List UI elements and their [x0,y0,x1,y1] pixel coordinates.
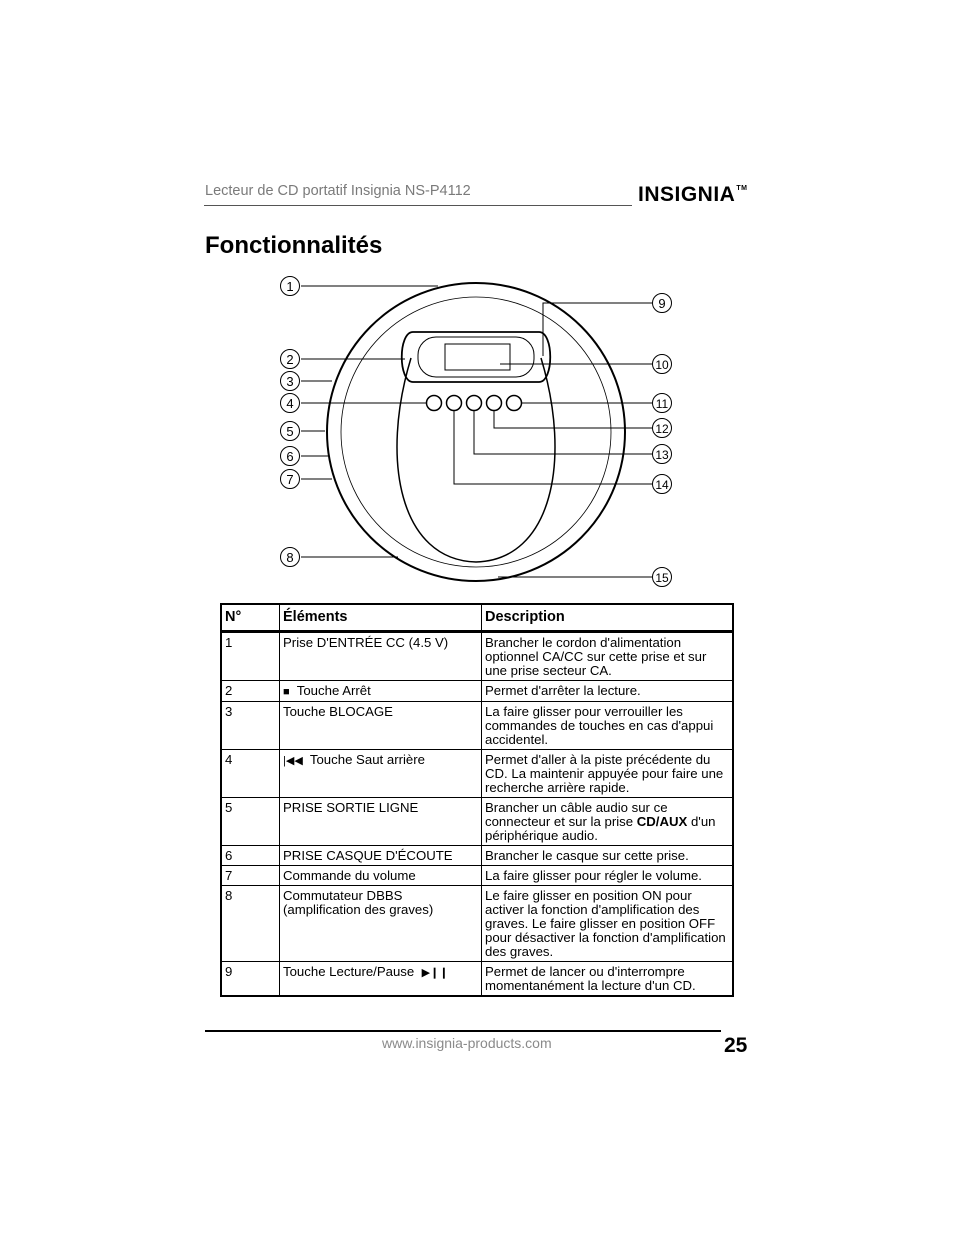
callout-3 [281,372,300,391]
row-element: Commutateur DBBS (amplification des graves) [280,886,482,962]
callout-5 [281,422,300,441]
callout-6 [281,447,300,466]
table-row [221,866,733,886]
table-header-row [221,604,733,632]
svg-text:10: 10 [655,358,669,372]
row-description: Brancher un câble audio sur ce connecteur et sur la prise [485,800,668,829]
stop-icon: ■ [283,686,290,698]
header-elements: Éléments [280,604,482,632]
svg-text:1: 1 [286,279,294,294]
row-number: 4 [221,750,280,798]
svg-text:14: 14 [655,478,669,492]
row-element: Prise D'ENTRÉE CC (4.5 V) [280,632,482,681]
row-description: Brancher le cordon d'alimentation optionnel CA/CC sur cette prise et sur une prise secteur CA. [482,632,734,681]
footer-url: www.insignia-products.com [382,1035,552,1051]
row-description: Permet d'arrêter la lecture. [482,681,734,702]
button-3 [467,396,482,411]
lcd-screen [445,344,510,370]
row-description: d'un périphérique audio. [485,814,716,843]
leader-9 [543,303,652,356]
table-row [221,632,733,681]
cd-player-diagram [270,270,690,600]
callout-7 [281,470,300,489]
row-description: Permet d'aller à la piste précédente du CD. La maintenir appuyée pour faire une recherche arrière rapide. [482,750,734,798]
button-1 [427,396,442,411]
row-number: 6 [221,846,280,866]
row-description: La faire glisser pour régler le volume. [482,866,734,886]
header-description: Description [482,604,734,632]
callout-14 [653,475,672,494]
row-description-bold: CD/AUX [636,814,688,829]
row-element: Touche Saut arrière [309,752,425,767]
row-number: 5 [221,798,280,846]
table-row [221,962,733,997]
callout-2 [281,350,300,369]
button-5 [507,396,522,411]
row-description: Le faire glisser en position ON pour activer la fonction d'amplification des graves. Le faire glisser en position OFF pour désactiver la fonction d'amplification des graves. [482,886,734,962]
table-row [221,702,733,750]
svg-text:5: 5 [286,424,294,439]
svg-text:12: 12 [655,422,669,436]
callout-1 [281,277,300,296]
row-element: Touche Lecture/Pause [283,964,415,979]
header-divider [204,205,632,206]
callout-10 [653,355,672,374]
callout-11 [653,394,672,413]
table-row [221,750,733,798]
player-body-outline [327,283,625,581]
callout-13 [653,445,672,464]
display-panel [402,332,551,382]
leader-12 [494,410,652,428]
table-row [221,681,733,702]
table-row [221,846,733,866]
row-description: Brancher le casque sur cette prise. [482,846,734,866]
header-number: N° [221,604,280,632]
row-element-cell [280,962,482,997]
row-element: Touche Arrêt [296,683,371,698]
button-4 [487,396,502,411]
button-2 [447,396,462,411]
row-number: 1 [221,632,280,681]
skip-back-icon: |◀◀ [283,755,303,767]
svg-text:13: 13 [655,448,669,462]
svg-text:15: 15 [655,571,669,585]
play-pause-icon: ▶❙❙ [421,967,449,979]
footer-divider [205,1030,721,1032]
row-element: Touche BLOCAGE [280,702,482,750]
lid-window [397,358,555,562]
row-description: La faire glisser pour verrouiller les commandes de touches en cas d'appui accidentel. [482,702,734,750]
row-number: 8 [221,886,280,962]
document-title: Lecteur de CD portatif Insignia NS-P4112 [205,183,471,199]
callout-4 [281,394,300,413]
row-element: PRISE CASQUE D'ÉCOUTE [280,846,482,866]
insignia-logo [638,183,747,207]
features-table [220,603,734,997]
svg-text:9: 9 [658,296,666,311]
row-element-cell [280,681,482,702]
callout-15 [653,568,672,587]
row-description-cell [482,798,734,846]
page-title: Fonctionnalités [205,232,383,259]
svg-text:6: 6 [286,449,294,464]
page-number: 25 [724,1034,748,1057]
svg-text:7: 7 [286,472,294,487]
svg-text:8: 8 [286,550,294,565]
row-number: 3 [221,702,280,750]
row-number: 2 [221,681,280,702]
logo-text: INSIGNIA [638,183,736,206]
svg-text:2: 2 [286,352,294,367]
callout-8 [281,548,300,567]
table-row [221,798,733,846]
logo-trademark: TM [736,185,748,192]
svg-text:4: 4 [286,396,294,411]
callout-12 [653,419,672,438]
row-element-cell [280,750,482,798]
row-element: PRISE SORTIE LIGNE [280,798,482,846]
row-number: 7 [221,866,280,886]
table-row [221,886,733,962]
row-number: 9 [221,962,280,997]
svg-text:11: 11 [655,397,669,411]
row-element: Commande du volume [280,866,482,886]
callout-9 [653,294,672,313]
row-description: Permet de lancer ou d'interrompre momentanément la lecture d'un CD. [482,962,734,997]
svg-text:3: 3 [286,374,294,389]
